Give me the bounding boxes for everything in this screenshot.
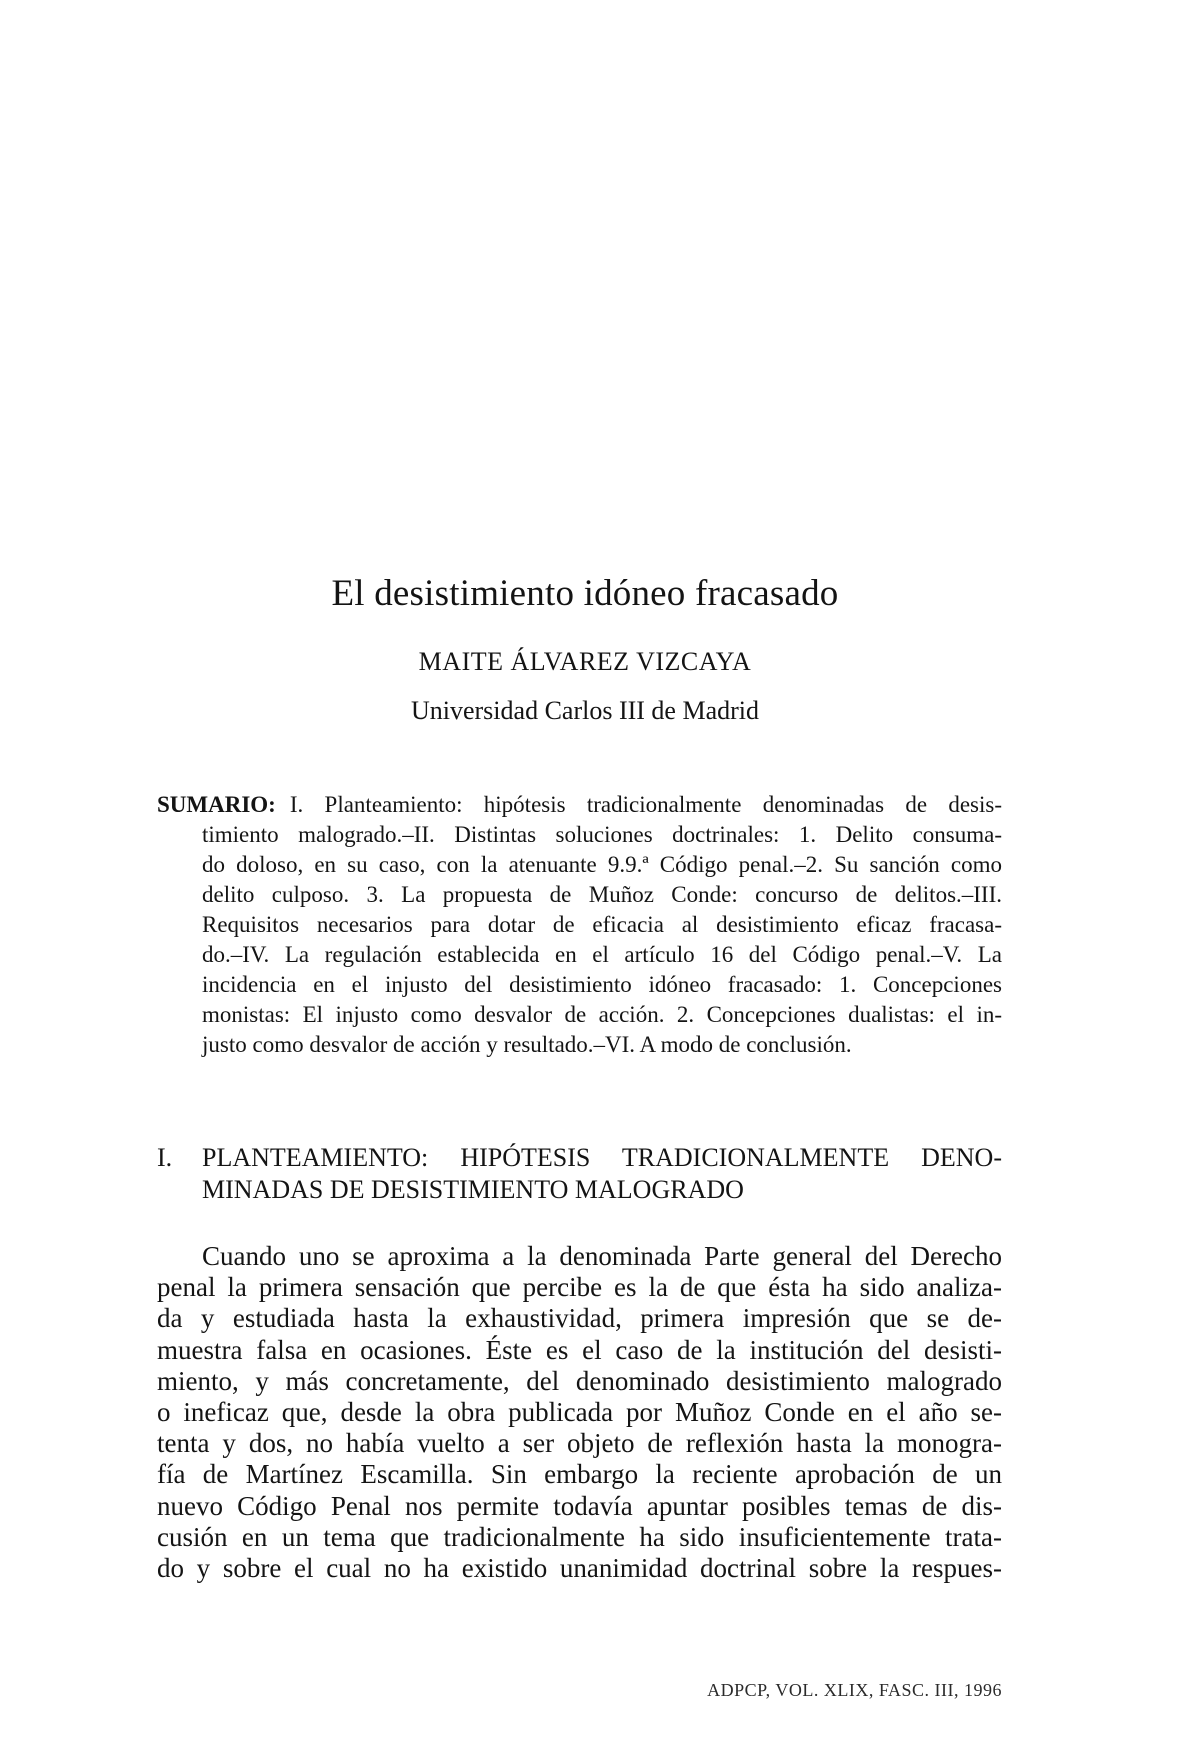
body-line: o ineficaz que, desde la obra publicada por Muñoz Conde en el año se- xyxy=(157,1397,1002,1428)
article-title: El desistimiento idóneo fracasado xyxy=(331,573,839,614)
summary-label: SUMARIO: xyxy=(157,792,276,817)
body-line: muestra falsa en ocasiones. Éste es el caso de la institución del desisti- xyxy=(157,1334,1002,1365)
summary-line xyxy=(157,790,1002,820)
summary-line: Requisitos necesarios para dotar de eficacia al desistimiento eficaz fracasa- xyxy=(202,912,1002,937)
journal-footer: ADPCP, VOL. XLIX, FASC. III, 1996 xyxy=(707,1680,1002,1700)
body-line: tenta y dos, no había vuelto a ser objeto de reflexión hasta la monogra- xyxy=(157,1428,1002,1459)
body-line: nuevo Código Penal nos permite todavía apuntar posibles temas de dis- xyxy=(157,1490,1002,1521)
summary-line: timiento malogrado.–II. Distintas soluciones doctrinales: 1. Delito consuma- xyxy=(202,822,1002,847)
body-line: do y sobre el cual no ha existido unanimidad doctrinal sobre la respues- xyxy=(157,1553,1002,1584)
body-line: cusión en un tema que tradicionalmente ha sido insuficientemente trata- xyxy=(157,1521,1002,1552)
summary-line: do doloso, en su caso, con la atenuante 9.9.ª Código penal.–2. Su sanción como xyxy=(202,852,1002,877)
section-number: I. xyxy=(157,1143,173,1172)
body-paragraph xyxy=(157,1241,1002,1584)
section-heading-line: PLANTEAMIENTO: HIPÓTESIS TRADICIONALMENTE DENO- xyxy=(202,1143,1002,1172)
body-line: fía de Martínez Escamilla. Sin embargo la reciente aprobación de un xyxy=(157,1459,1002,1490)
body-line: penal la primera sensación que percibe es la de que ésta ha sido analiza- xyxy=(157,1272,1002,1303)
summary-line: delito culposo. 3. La propuesta de Muñoz Conde: concurso de delitos.–III. xyxy=(202,882,1002,907)
summary-line: do.–IV. La regulación establecida en el artículo 16 del Código penal.–V. La xyxy=(202,942,1002,967)
summary-line: justo como desvalor de acción y resultado.–VI. A modo de conclusión. xyxy=(202,1032,852,1057)
section-heading-line: MINADAS DE DESISTIMIENTO MALOGRADO xyxy=(202,1175,744,1204)
body-line: Cuando uno se aproxima a la denominada Parte general del Derecho xyxy=(202,1241,1002,1271)
body-line: miento, y más concretamente, del denominado desistimiento malogrado xyxy=(157,1365,1002,1396)
summary-line: monistas: El injusto como desvalor de acción. 2. Concepciones dualistas: el in- xyxy=(202,1002,1002,1027)
body-line: da y estudiada hasta la exhaustividad, primera impresión que se de- xyxy=(157,1303,1002,1334)
section-heading xyxy=(157,1142,1002,1206)
article-author: MAITE ÁLVAREZ VIZCAYA xyxy=(418,647,752,676)
author-affiliation: Universidad Carlos III de Madrid xyxy=(410,696,760,725)
summary-line-text: I. Planteamiento: hipótesis tradicionalmente denominadas de desis- xyxy=(289,792,1002,817)
summary-line: incidencia en el injusto del desistimiento idóneo fracasado: 1. Concepciones xyxy=(202,972,1002,997)
summary-block xyxy=(157,790,1002,1060)
